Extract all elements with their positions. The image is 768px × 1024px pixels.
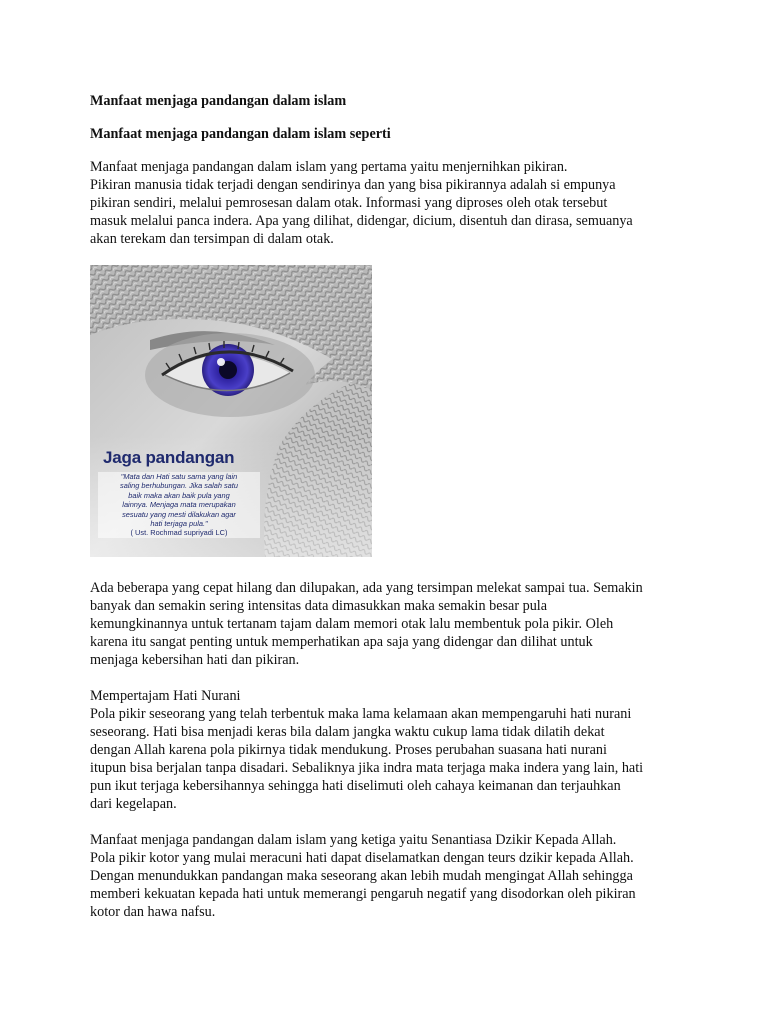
- paragraph-1: [90, 158, 690, 248]
- paragraph-line: pikiran sendiri, melalui pemrosesan dalam otak. Informasi yang diproses oleh otak tersebut: [90, 195, 608, 211]
- paragraph-line: Ada beberapa yang cepat hilang dan dilupakan, ada yang tersimpan melekat sampai tua. Semakin: [90, 580, 643, 596]
- image-title: Jaga pandangan: [103, 448, 235, 467]
- paragraph-line: dengan Allah karena pola pikirnya tidak mendukung. Proses perubahan suasana hati nurani: [90, 742, 607, 758]
- paragraph-line: seseorang. Hati bisa menjadi keras bila dalam jangka waktu cukup lama tidak dilatih dekat: [90, 724, 605, 740]
- quote-line: baik maka akan baik pula yang: [128, 490, 230, 500]
- heading-2: Manfaat menjaga pandangan dalam islam seperti: [90, 126, 391, 142]
- paragraph-line: pun ikut terjaga kebersihannya sehingga hati diselimuti oleh cahaya keimanan dan terjauhkan: [90, 778, 621, 794]
- paragraph-line: Manfaat menjaga pandangan dalam islam yang ketiga yaitu Senantiasa Dzikir Kepada Allah.: [90, 832, 617, 848]
- paragraph-line: masuk melalui panca indera. Apa yang dilihat, didengar, dicium, disentuh dan dirasa, semuanya: [90, 213, 633, 229]
- paragraph-2: [90, 579, 690, 669]
- paragraph-line: menjaga kebersihan hati dan pikiran.: [90, 652, 300, 668]
- paragraph-3: [90, 687, 690, 813]
- quote-line: saling berhubungan. Jika salah satu: [120, 481, 238, 491]
- paragraph-line: Pola pikir kotor yang mulai meracuni hati dapat diselamatkan dengan teurs dzikir kepada Allah.: [90, 850, 634, 866]
- paragraph-line: dari kegelapan.: [90, 796, 177, 812]
- paragraph-line: Pola pikir seseorang yang telah terbentuk maka lama kelamaan akan mempengaruhi hati nurani: [90, 706, 632, 722]
- paragraph-line: karena itu sangat penting untuk memperhatikan apa saja yang didengar dan dilihat untuk: [90, 634, 593, 650]
- paragraph-line: Manfaat menjaga pandangan dalam islam yang pertama yaitu menjernihkan pikiran.: [90, 159, 568, 175]
- paragraph-4: [90, 831, 690, 921]
- heading-1: Manfaat menjaga pandangan dalam islam: [90, 93, 347, 109]
- quote-line: hati terjaga pula.": [150, 519, 208, 529]
- paragraph-line: Dengan menundukkan pandangan maka seseorang akan lebih mudah mengingat Allah sehingga: [90, 868, 633, 884]
- paragraph-line: itupun bisa berjalan tanpa disadari. Sebaliknya jika indra mata terjaga maka indera yang lain, hati: [90, 760, 644, 776]
- quote-line: sesuatu yang mesti dilakukan agar: [122, 509, 236, 519]
- paragraph-line: banyak dan semakin sering intensitas data dimasukkan maka semakin besar pula: [90, 598, 548, 614]
- paragraph-line: kotor dan hawa nafsu.: [90, 904, 216, 920]
- quote-line: "Mata dan Hati satu sama yang lain: [120, 472, 238, 481]
- section-subheading: Mempertajam Hati Nurani: [90, 688, 241, 704]
- paragraph-line: kemungkinannya untuk tertanam tajam dalam memori otak lalu membentuk pola pikir. Oleh: [90, 616, 614, 632]
- quote-line: lainnya. Menjaga mata merupakan: [122, 500, 236, 510]
- image-quote: [98, 472, 260, 538]
- eye-illustration: [90, 265, 372, 557]
- paragraph-line: Pikiran manusia tidak terjadi dengan sendirinya dan yang bisa pikirannya adalah si empunya: [90, 177, 616, 193]
- paragraph-line: memberi kekuatan kepada hati untuk memerangi pengaruh negatif yang disodorkan oleh pikiran: [90, 886, 636, 902]
- document-page: [90, 92, 690, 921]
- quote-credit: ( Ust. Rochmad supriyadi LC): [130, 528, 228, 538]
- paragraph-line: akan terekam dan tersimpan di dalam otak.: [90, 231, 334, 247]
